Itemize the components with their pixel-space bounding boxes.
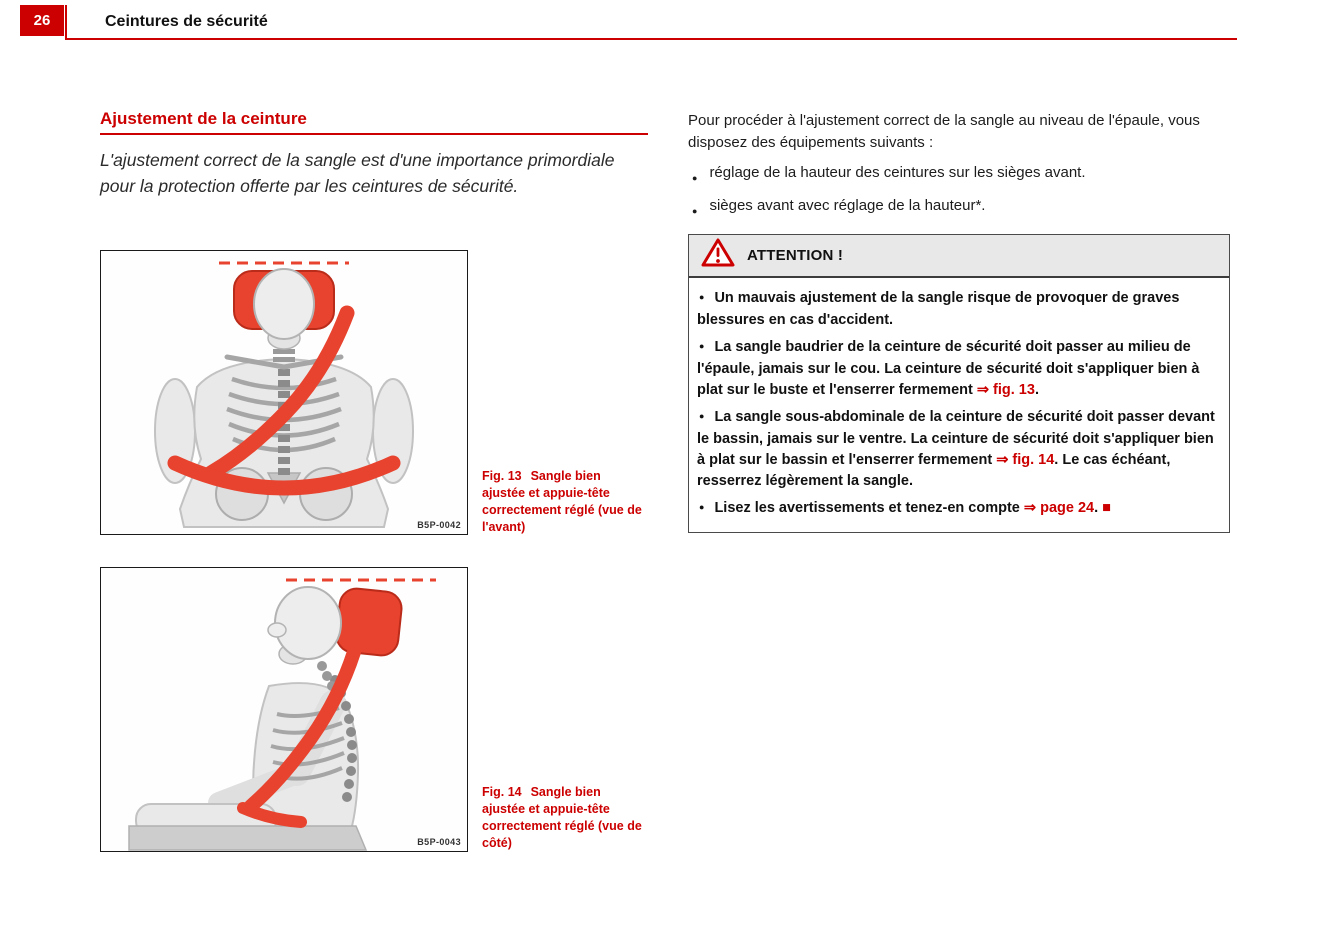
equipment-bullet-list [688, 163, 1240, 229]
section-title-underline [100, 133, 648, 135]
right-intro-paragraph: Pour procéder à l'ajustement correct de la sangle au niveau de l'épaule, vous disposez des équipements suivants : [688, 112, 1200, 151]
list-item [688, 196, 1240, 221]
headrest [335, 587, 403, 657]
list-item [688, 163, 1240, 188]
seat-cushion [129, 826, 366, 850]
attention-item-text: La sangle sous-abdominale de la ceinture de sécurité doit passer devant le bassin, jamais sur le ventre. La ceinture de sécurité doit s'appliquer bien à plat sur le bassin et l'enserrer fermement [697, 409, 1215, 468]
warning-triangle-icon [701, 238, 735, 273]
list-item-text: sièges avant avec réglage de la hauteur*. [709, 197, 986, 214]
attention-item [697, 337, 1219, 401]
attention-item-text: La sangle baudrier de la ceinture de sécurité doit passer au milieu de l'épaule, jamais sur le cou. La ceinture de sécurité doit s'appliquer bien à plat sur le buste et l'enserrer fermement [697, 339, 1200, 398]
figure-13-caption-text: Sangle bien ajustée et appuie-tête correctement réglé (vue de l'avant) [482, 469, 642, 534]
cross-reference-page-24[interactable]: ⇒ page 24 [1023, 500, 1095, 516]
header-divider [65, 5, 67, 38]
attention-title: ATTENTION ! [747, 247, 844, 264]
attention-item-text: Un mauvais ajustement de la sangle risque de provoquer de graves blessures en cas d'accident. [697, 290, 1180, 328]
cross-reference-fig-13[interactable]: ⇒ fig. 13 [976, 382, 1035, 398]
fig14-illustration [101, 568, 467, 851]
bullet-icon: ● [699, 292, 705, 302]
section-intro: L'ajustement correct de la sangle est d'une importance primordiale pour la protection offerte par les ceintures de sécurité. [100, 150, 615, 196]
section-end-marker: ■ [1102, 500, 1111, 516]
head [275, 587, 341, 659]
attention-box [688, 234, 1230, 533]
fig13-illustration [101, 251, 467, 534]
head [254, 269, 314, 339]
section-title: Ajustement de la ceinture [100, 109, 307, 128]
attention-body [689, 278, 1229, 532]
figure-14 [100, 567, 468, 852]
attention-item-text: . [1094, 500, 1103, 516]
header-title: Ceintures de sécurité [105, 13, 268, 30]
header-rule [65, 38, 1237, 40]
attention-item-text: . [1034, 382, 1039, 398]
attention-item-text: Lisez les avertissements et tenez-en compte [714, 500, 1024, 516]
figure-14-caption-text: Sangle bien ajustée et appuie-tête correctement réglé (vue de côté) [482, 785, 642, 850]
bullet-icon: ● [699, 411, 705, 421]
figure-code: B5P-0042 [417, 520, 461, 530]
attention-item [697, 288, 1219, 331]
figure-14-label: Fig. 14 [482, 785, 522, 799]
figure-13-caption [482, 468, 642, 536]
figure-code: B5P-0043 [417, 837, 461, 847]
page-number: 26 [20, 5, 64, 36]
bullet-icon: ● [699, 341, 705, 351]
figure-13 [100, 250, 468, 535]
cross-reference-fig-14[interactable]: ⇒ fig. 14 [996, 452, 1055, 468]
figure-14-caption [482, 784, 642, 852]
attention-header [689, 235, 1229, 278]
bullet-icon: ● [699, 502, 705, 512]
attention-item [697, 407, 1219, 492]
list-item-text: réglage de la hauteur des ceintures sur les sièges avant. [709, 164, 1086, 181]
bullet-icon: ● [692, 173, 698, 183]
figure-13-label: Fig. 13 [482, 469, 522, 483]
attention-item [697, 498, 1219, 520]
bullet-icon: ● [692, 206, 698, 216]
attention-item-text: . Le cas échéant, resserrez légèrement la sangle. [697, 452, 1171, 489]
